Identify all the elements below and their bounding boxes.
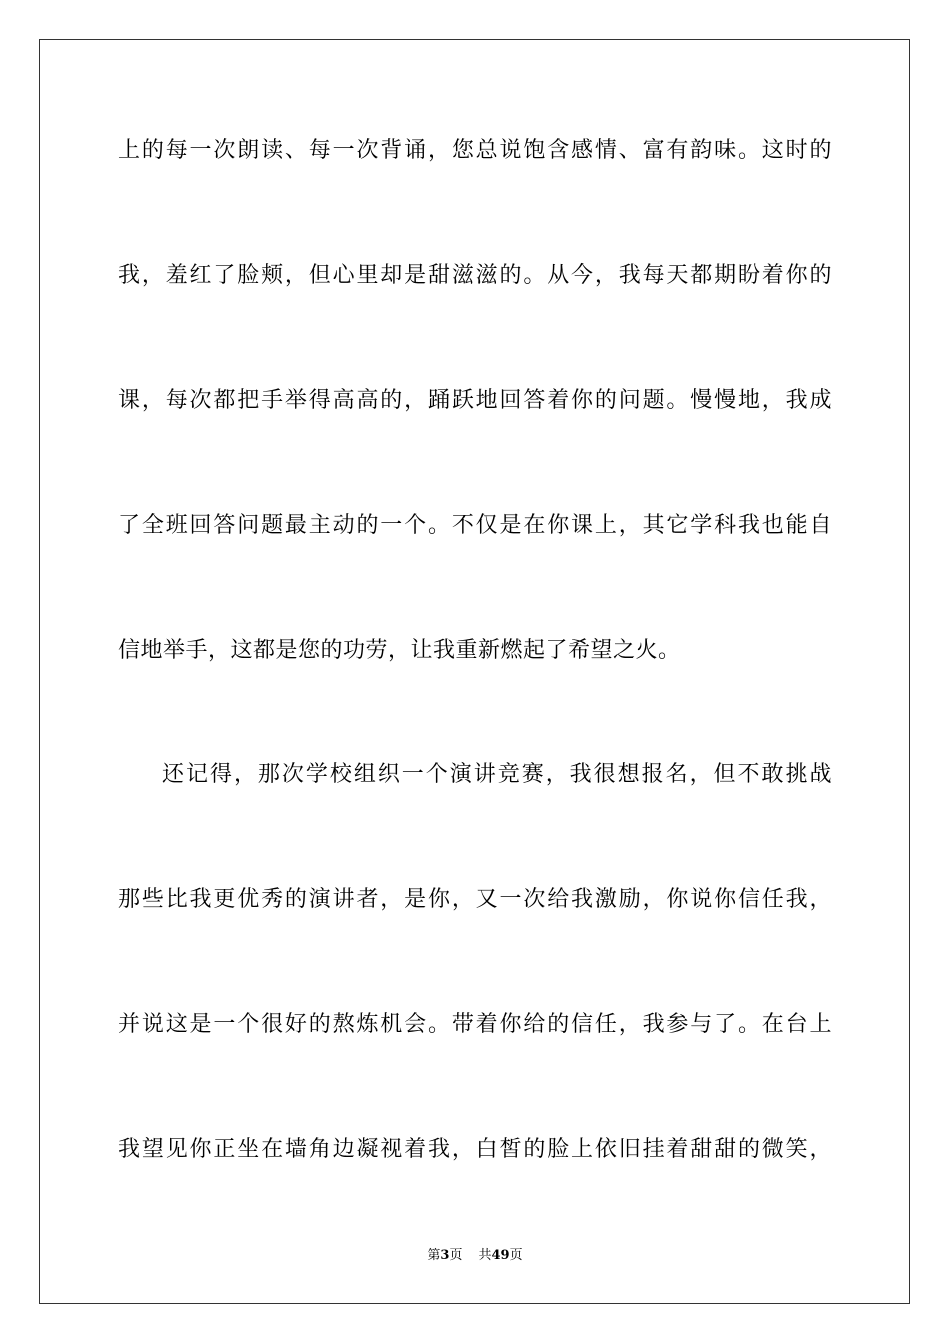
paragraph-line-5: 信地举手，这都是您的功劳，让我重新燃起了希望之火。 <box>118 638 681 663</box>
page-suffix: 页 <box>449 1248 463 1263</box>
total-prefix: 共 <box>478 1248 492 1263</box>
paragraph-line-6: 还记得，那次学校组织一个演讲竞赛，我很想报名，但不敢挑战 <box>162 762 832 787</box>
paragraph-line-9: 我望见你正坐在墙角边凝视着我，白皙的脸上依旧挂着甜甜的微笑， <box>118 1137 832 1162</box>
total-suffix: 页 <box>509 1248 523 1263</box>
paragraph-line-1: 上的每一次朗读、每一次背诵，您总说饱含感情、富有韵味。这时的 <box>118 138 832 163</box>
paragraph-line-3: 课，每次都把手举得高高的，踊跃地回答着你的问题。慢慢地，我成 <box>118 388 832 413</box>
page-prefix: 第 <box>427 1248 441 1263</box>
paragraph-line-8: 并说这是一个很好的熬炼机会。带着你给的信任，我参与了。在台上 <box>118 1012 832 1037</box>
paragraph-line-7: 那些比我更优秀的演讲者，是你，又一次给我激励，你说你信任我， <box>118 887 832 912</box>
paragraph-line-2: 我，羞红了脸颊，但心里却是甜滋滋的。从今，我每天都期盼着你的 <box>118 263 832 288</box>
page-number: 3 <box>440 1248 450 1263</box>
page-border <box>39 39 910 1304</box>
page-footer <box>0 1247 950 1265</box>
paragraph-line-4: 了全班回答问题最主动的一个。不仅是在你课上，其它学科我也能自 <box>118 513 832 538</box>
total-pages: 49 <box>491 1248 510 1263</box>
